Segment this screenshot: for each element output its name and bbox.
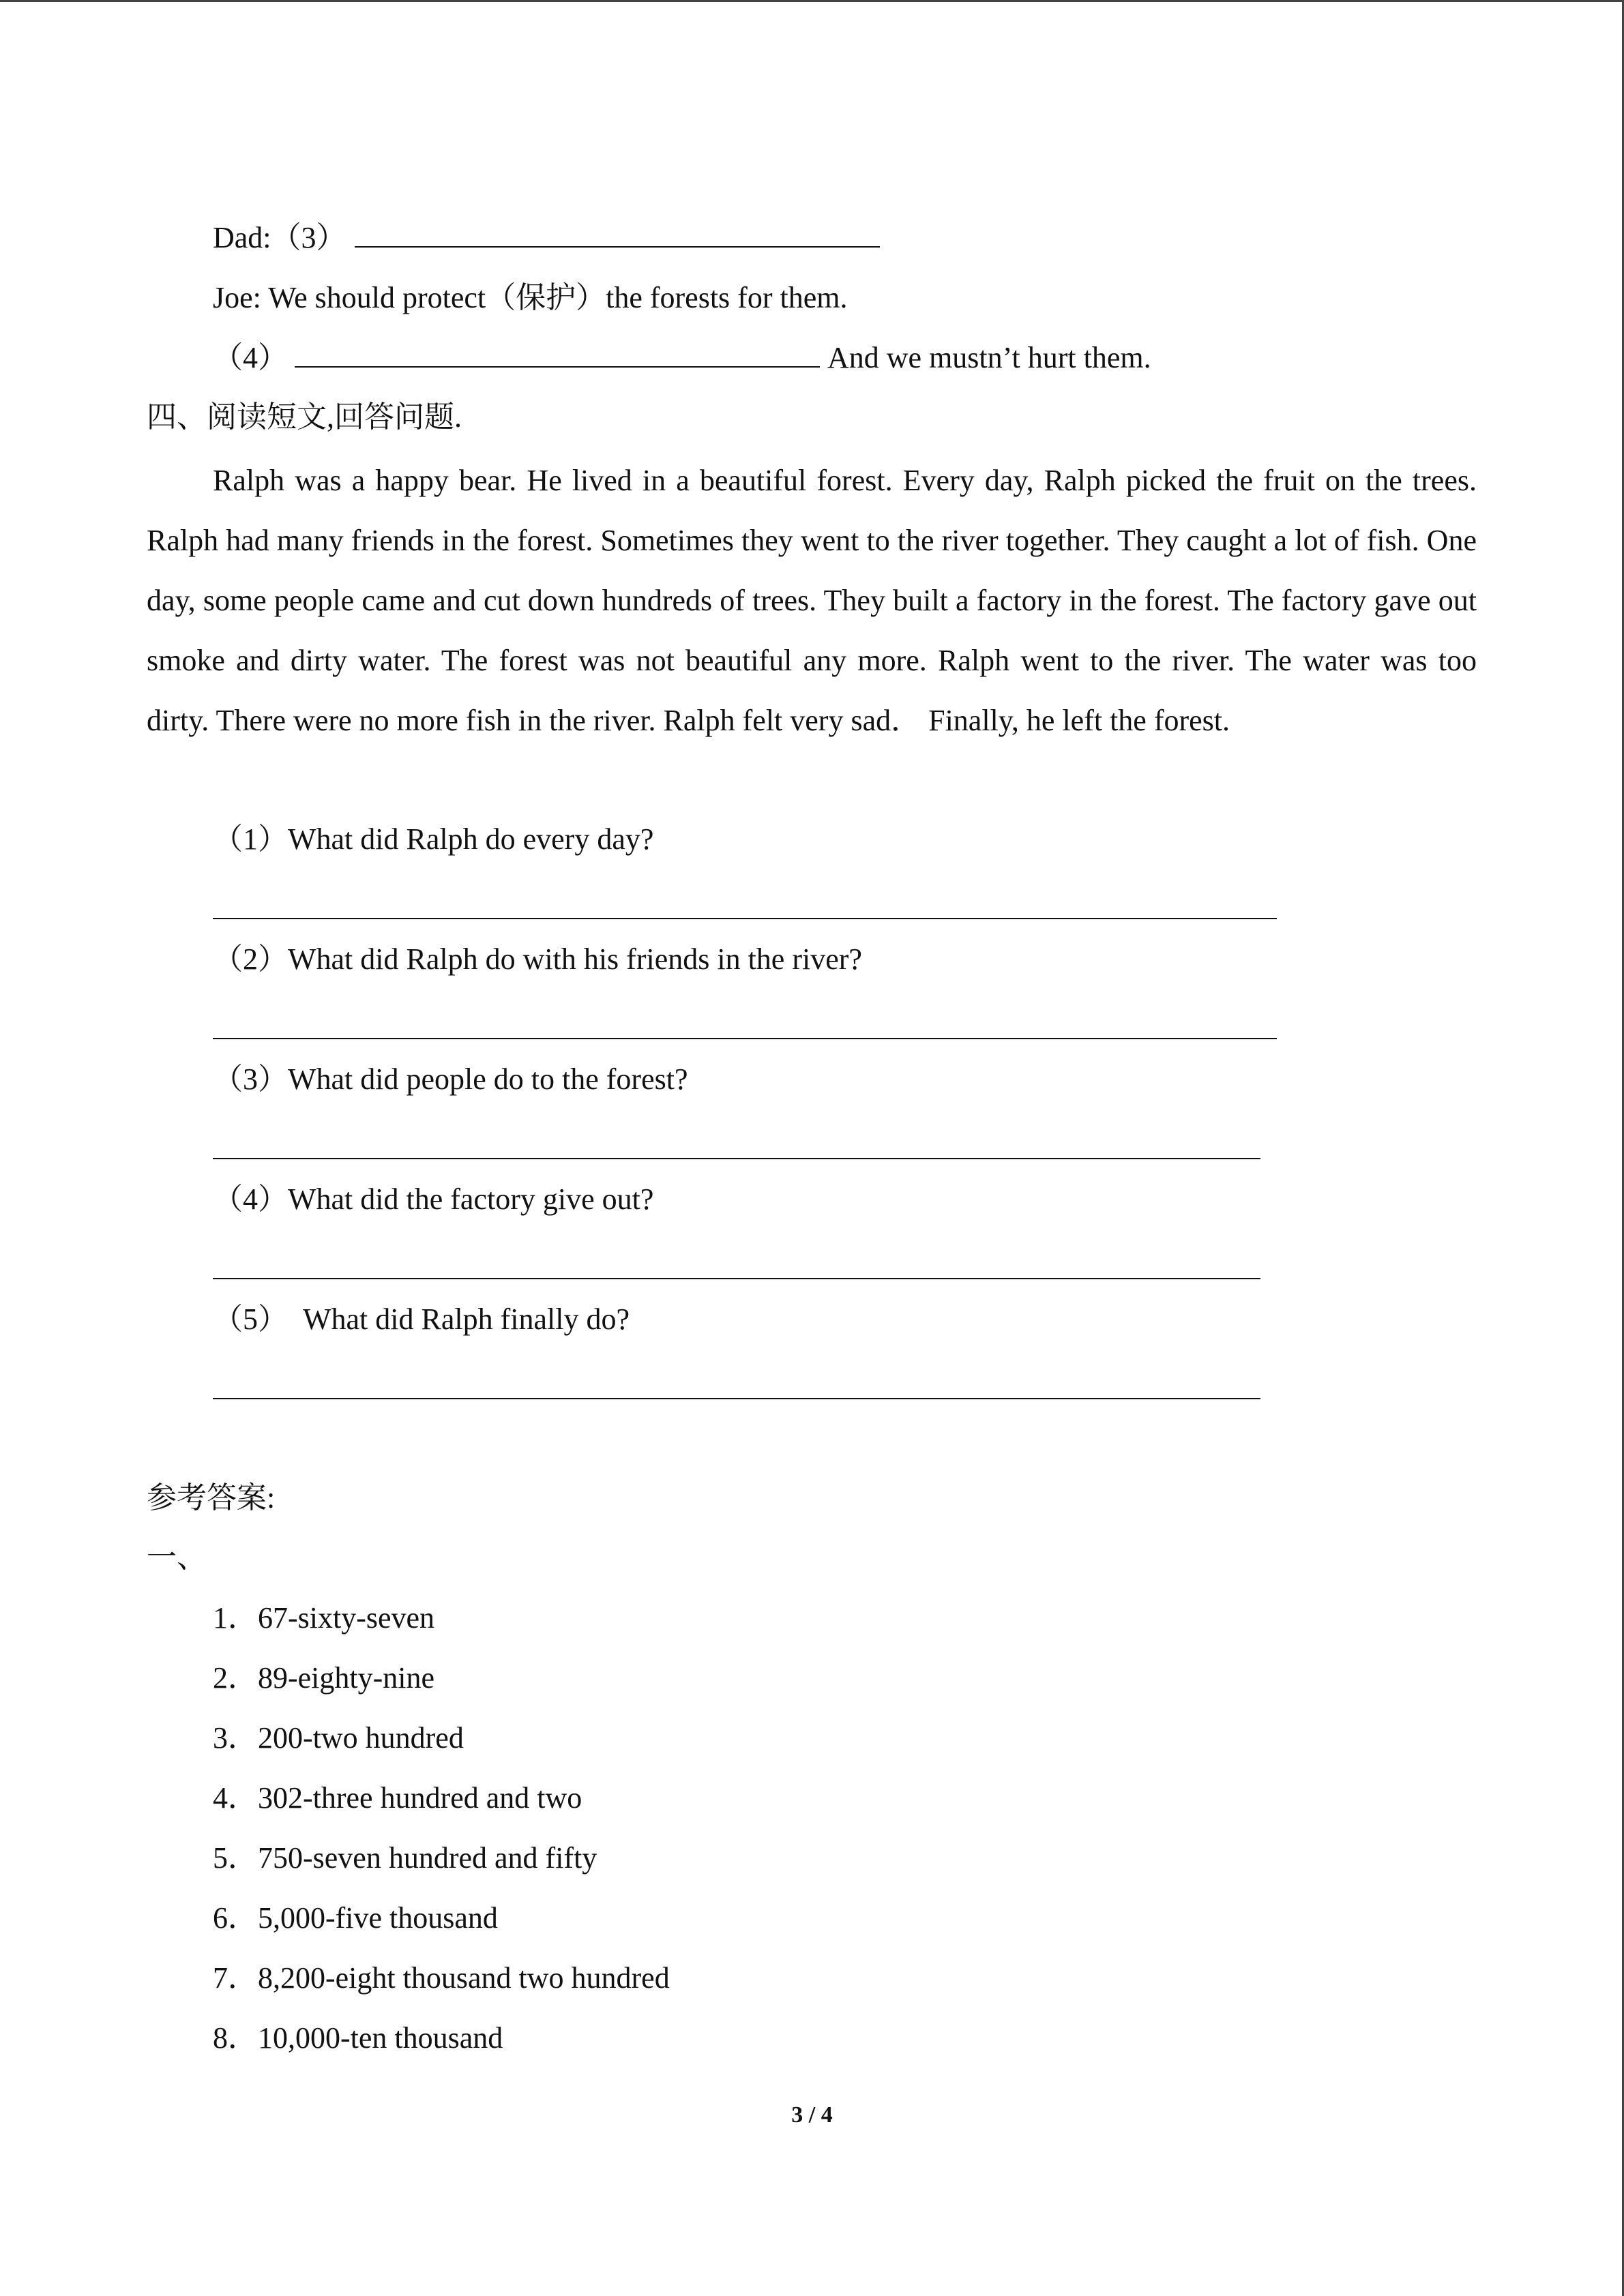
page-number: 3 / 4 [791,2102,833,2128]
dad-line [213,220,880,256]
q4-answer-blank[interactable] [295,340,820,368]
answer-item: 6．5,000-five thousand [213,1901,498,1935]
question-1: （1）What did Ralph do every day? [213,822,654,856]
answer-line-3[interactable] [213,1158,1260,1159]
answer-key-heading: 参考答案: [147,1481,276,1515]
answer-item: 1．67-sixty-seven [213,1601,435,1635]
question-5: （5） What did Ralph finally do? [213,1302,630,1336]
question-3: （3）What did people do to the forest? [213,1062,688,1096]
question-4: （4）What did the factory give out? [213,1182,654,1216]
section4-heading: 四、阅读短文,回答问题. [147,400,462,434]
q4-label: （4） [213,341,288,374]
answer-item: 4．302-three hundred and two [213,1781,582,1815]
answer-line-1[interactable] [213,918,1277,919]
reading-passage: Ralph was a happy bear. He lived in a beautiful forest. Every day, Ralph picked the fruit on the trees. Ralph had many friends in the forest. Sometimes they went to the river together. They caught a lot of fish. One day, some people came and cut down hundreds of trees. They built a factory in the forest. The factory gave out smoke and dirty water. The forest was not beautiful any more. Ralph went to the river. The water was too dirty. There were no more fish in the river. Ralph felt very sad． Finally, he left the forest. [147,464,1477,737]
q4-line [213,340,1151,376]
answer-item: 5．750-seven hundred and fifty [213,1841,597,1875]
dad-answer-blank[interactable] [355,220,880,248]
dad-label: Dad:（3） [213,221,346,254]
answer-line-5[interactable] [213,1398,1260,1399]
answer-item: 2．89-eighty-nine [213,1661,435,1695]
answer-item: 8．10,000-ten thousand [213,2021,503,2055]
question-2: （2）What did Ralph do with his friends in the river? [213,942,862,976]
answer-line-4[interactable] [213,1278,1260,1279]
answer-part1-label: 一、 [147,1540,207,1574]
q4-suffix: And we mustn’t hurt them. [820,341,1151,374]
answer-item: 7．8,200-eight thousand two hundred [213,1961,670,1995]
answer-item: 3．200-two hundred [213,1721,464,1755]
answer-line-2[interactable] [213,1038,1277,1039]
joe-line: Joe: We should protect（保护）the forests for them. [213,281,848,314]
